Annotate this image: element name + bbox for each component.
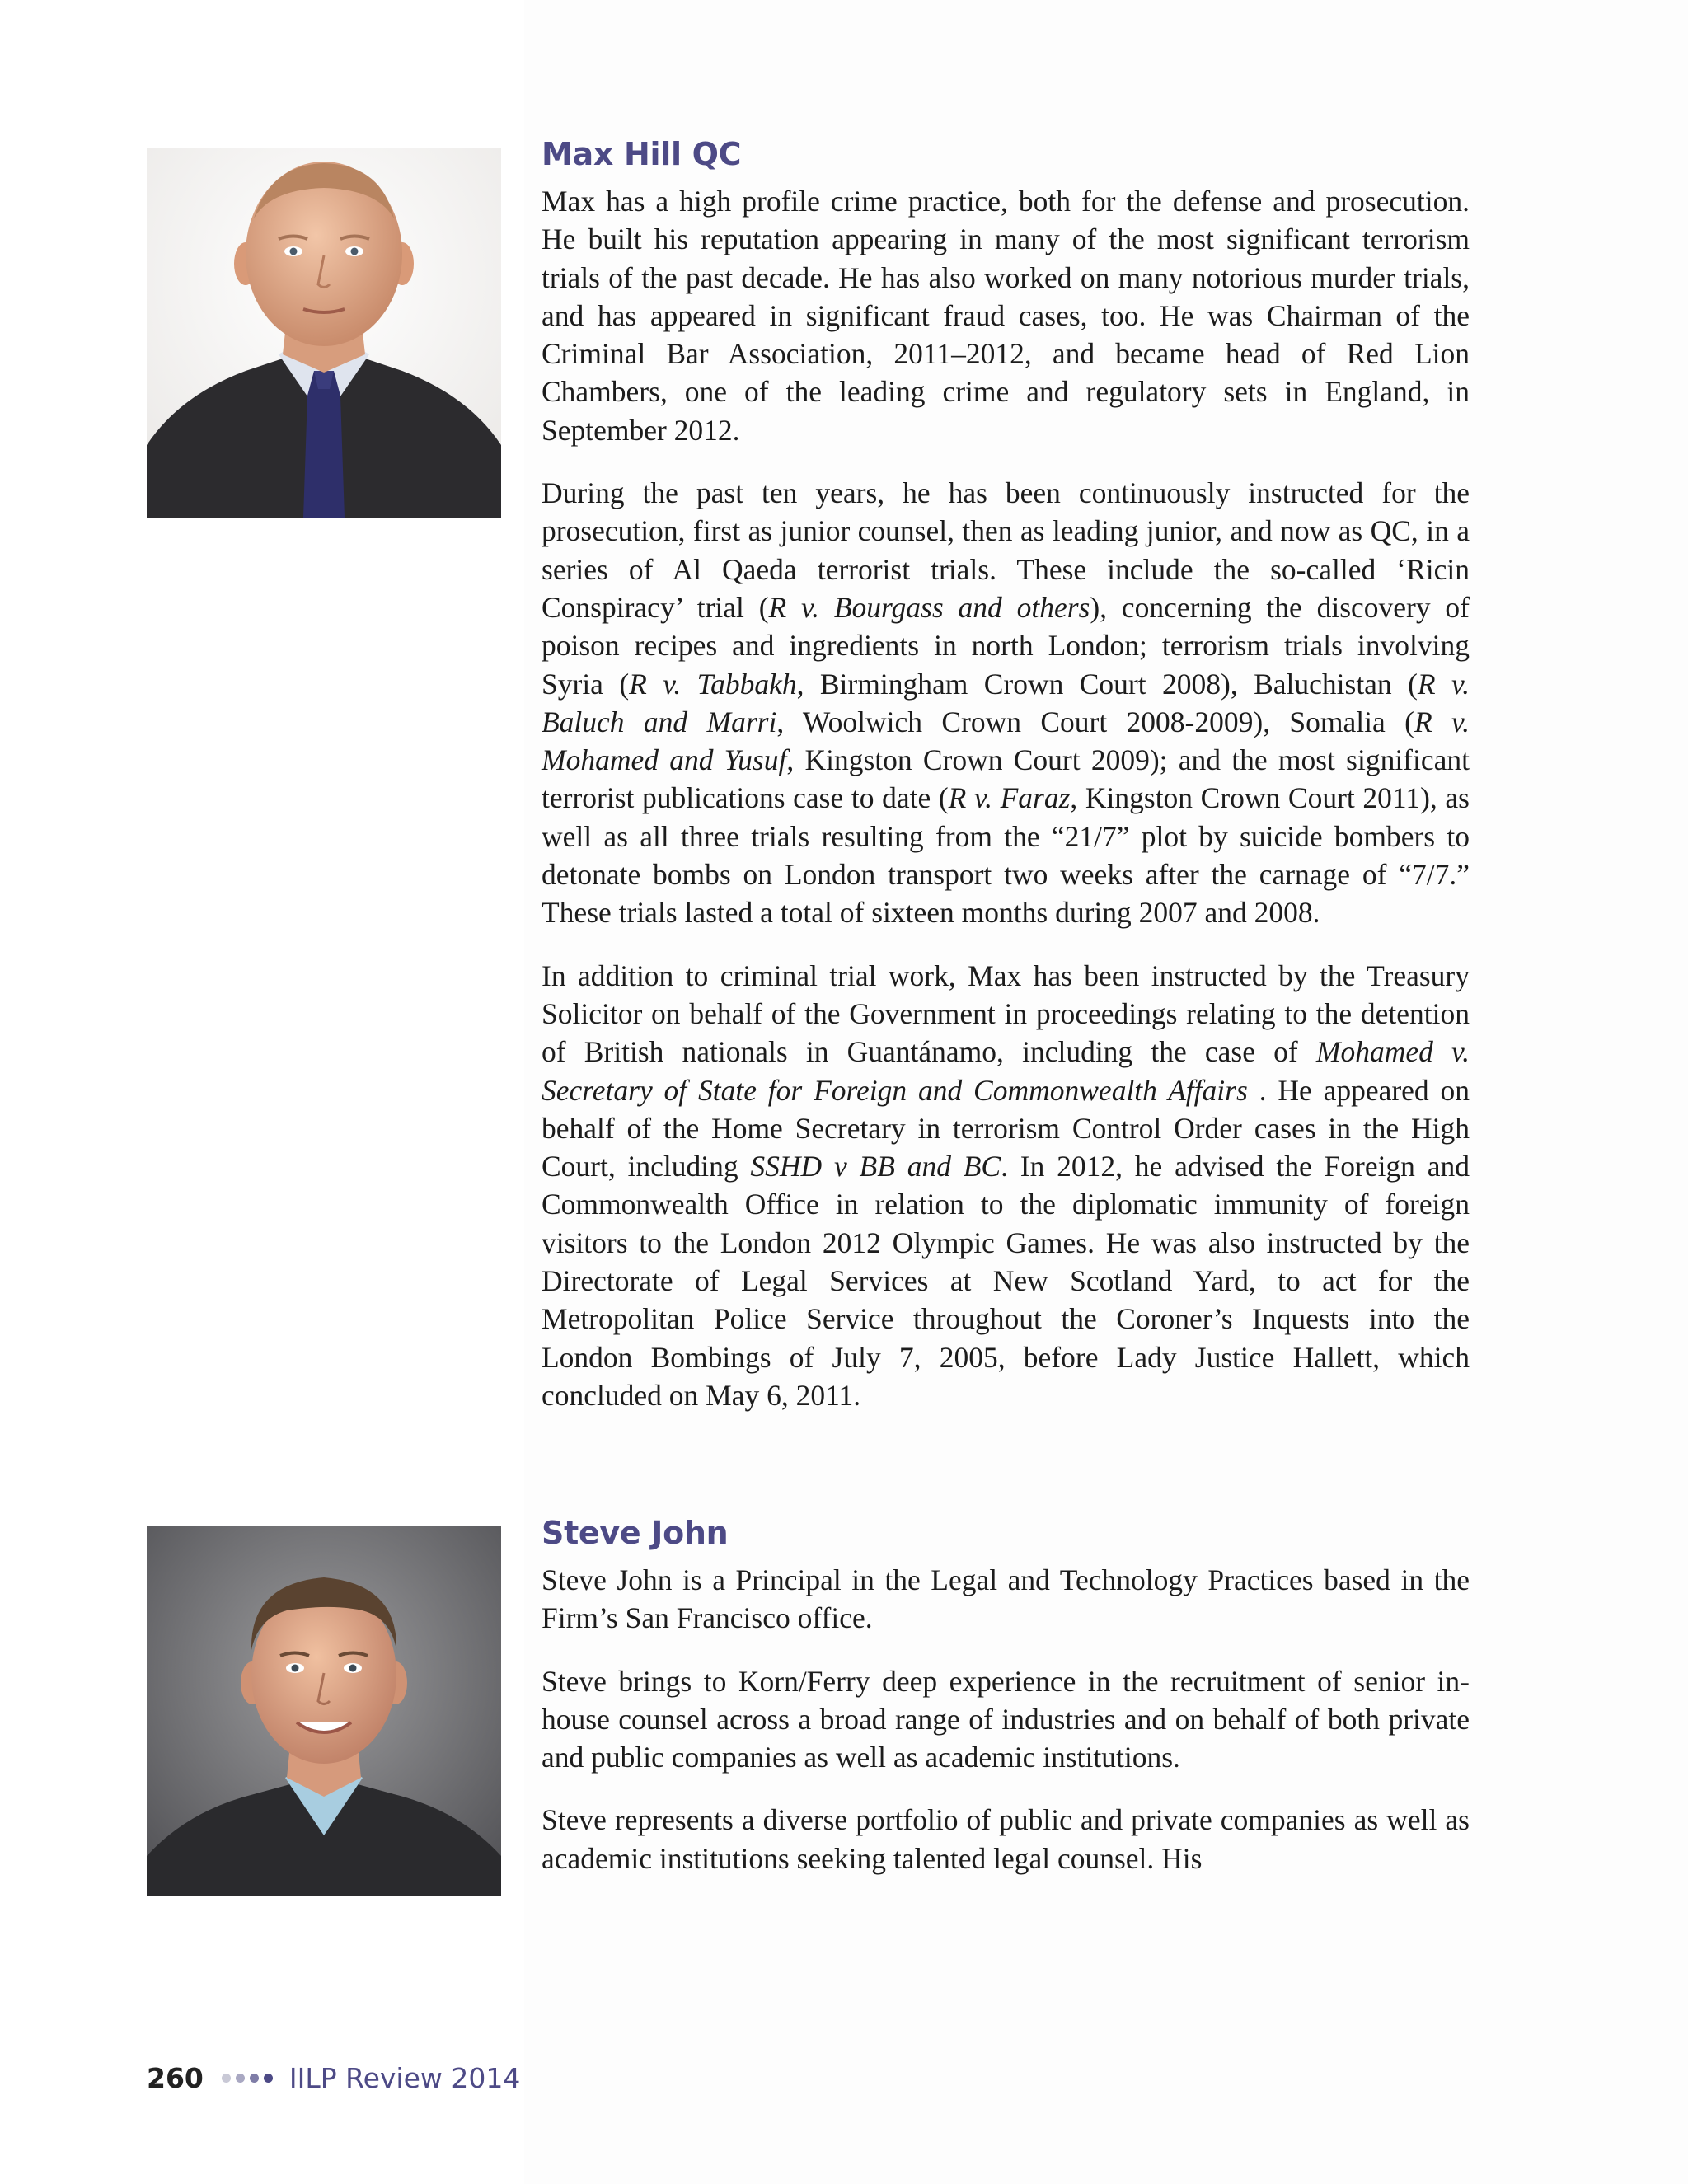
bio-paragraph: In addition to criminal trial work, Max has been instructed by the Treasury Solicitor on behalf of the Government in proceedings relating to the detention of British nationals in Guantánamo, including the case of Mohamed v. Secretary of State for Foreign and Commonwealth Affairs . He appeared on behalf of the Home Secretary in terrorism Control Order cases in the High Court, including SSHD v BB and BC. In 2012, he advised the Foreign and Commonwealth Office in relation to the diplomatic immunity of foreign visitors to the London 2012 Olympic Games. He was also instructed by the Directorate of Legal Services at New Scotland Yard, to act for the Metropolitan Police Service throughout the Coroner’s Inquests into the London Bombings of July 7, 2005, before Lady Justice Hallett, which concluded on May 6, 2011. [542, 958, 1470, 1412]
bio-steve-john [542, 1515, 1470, 1902]
footer-dot [236, 2074, 245, 2083]
footer-dot [264, 2074, 273, 2083]
footer-dot [250, 2074, 259, 2083]
person-name-heading: Max Hill QC [542, 136, 742, 172]
page-footer [147, 2062, 520, 2094]
bio-paragraph: Max has a high profile crime practice, both for the defense and prosecution. He built his reputation appearing in many of the most significant terrorism trials of the past decade. He has also worked on many notorious murder trials, and has appeared in significant fraud cases, too. He was Chairman of the Criminal Bar Association, 2011–2012, and became head of Red Lion Chambers, one of the leading crime and regulatory sets in England, in September 2012. [542, 185, 1470, 447]
portrait-photo-steve-john [147, 1526, 501, 1896]
bio-paragraph: Steve brings to Korn/Ferry deep experience in the recruitment of senior in-house counsel across a broad range of industries and on behalf of both private and public companies as well as academic institutions. [542, 1664, 1470, 1774]
bio-paragraph: Steve represents a diverse portfolio of public and private companies as well as academic institutions seeking talented legal counsel. His [542, 1803, 1470, 1875]
bio-paragraph: During the past ten years, he has been continuously instructed for the prosecution, first as junior counsel, then as leading junior, and now as QC, in a series of Al Qaeda terrorist trials. These include the so-called ‘Ricin Conspiracy’ trial (R v. Bourgass and others), concerning the discovery of poison recipes and ingredients in north London; terrorism trials involving Syria (R v. Tabbakh, Birmingham Crown Court 2008), Baluchistan (R v. Baluch and Marri, Woolwich Crown Court 2008-2009), Somalia (R v. Mohamed and Yusuf, Kingston Crown Court 2009); and the most significant terrorist publications case to date (R v. Faraz, Kingston Crown Court 2011), as well as all three trials resulting from the “21/7” plot by suicide bombers to detonate bombs on London transport two weeks after the carnage of “7/7.” These trials lasted a total of sixteen months during 2007 and 2008. [542, 476, 1470, 930]
publication-title: IILP Review 2014 [288, 2062, 521, 2094]
portrait-photo-max-hill [147, 148, 501, 518]
page-number: 260 [147, 2062, 204, 2094]
footer-dot [222, 2074, 231, 2083]
bio-max-hill [542, 136, 1470, 1439]
person-name-heading: Steve John [542, 1515, 729, 1551]
bio-paragraph: Steve John is a Principal in the Legal and Technology Practices based in the Firm’s San Francisco office. [542, 1563, 1470, 1635]
footer-dots-icon [222, 2074, 278, 2083]
